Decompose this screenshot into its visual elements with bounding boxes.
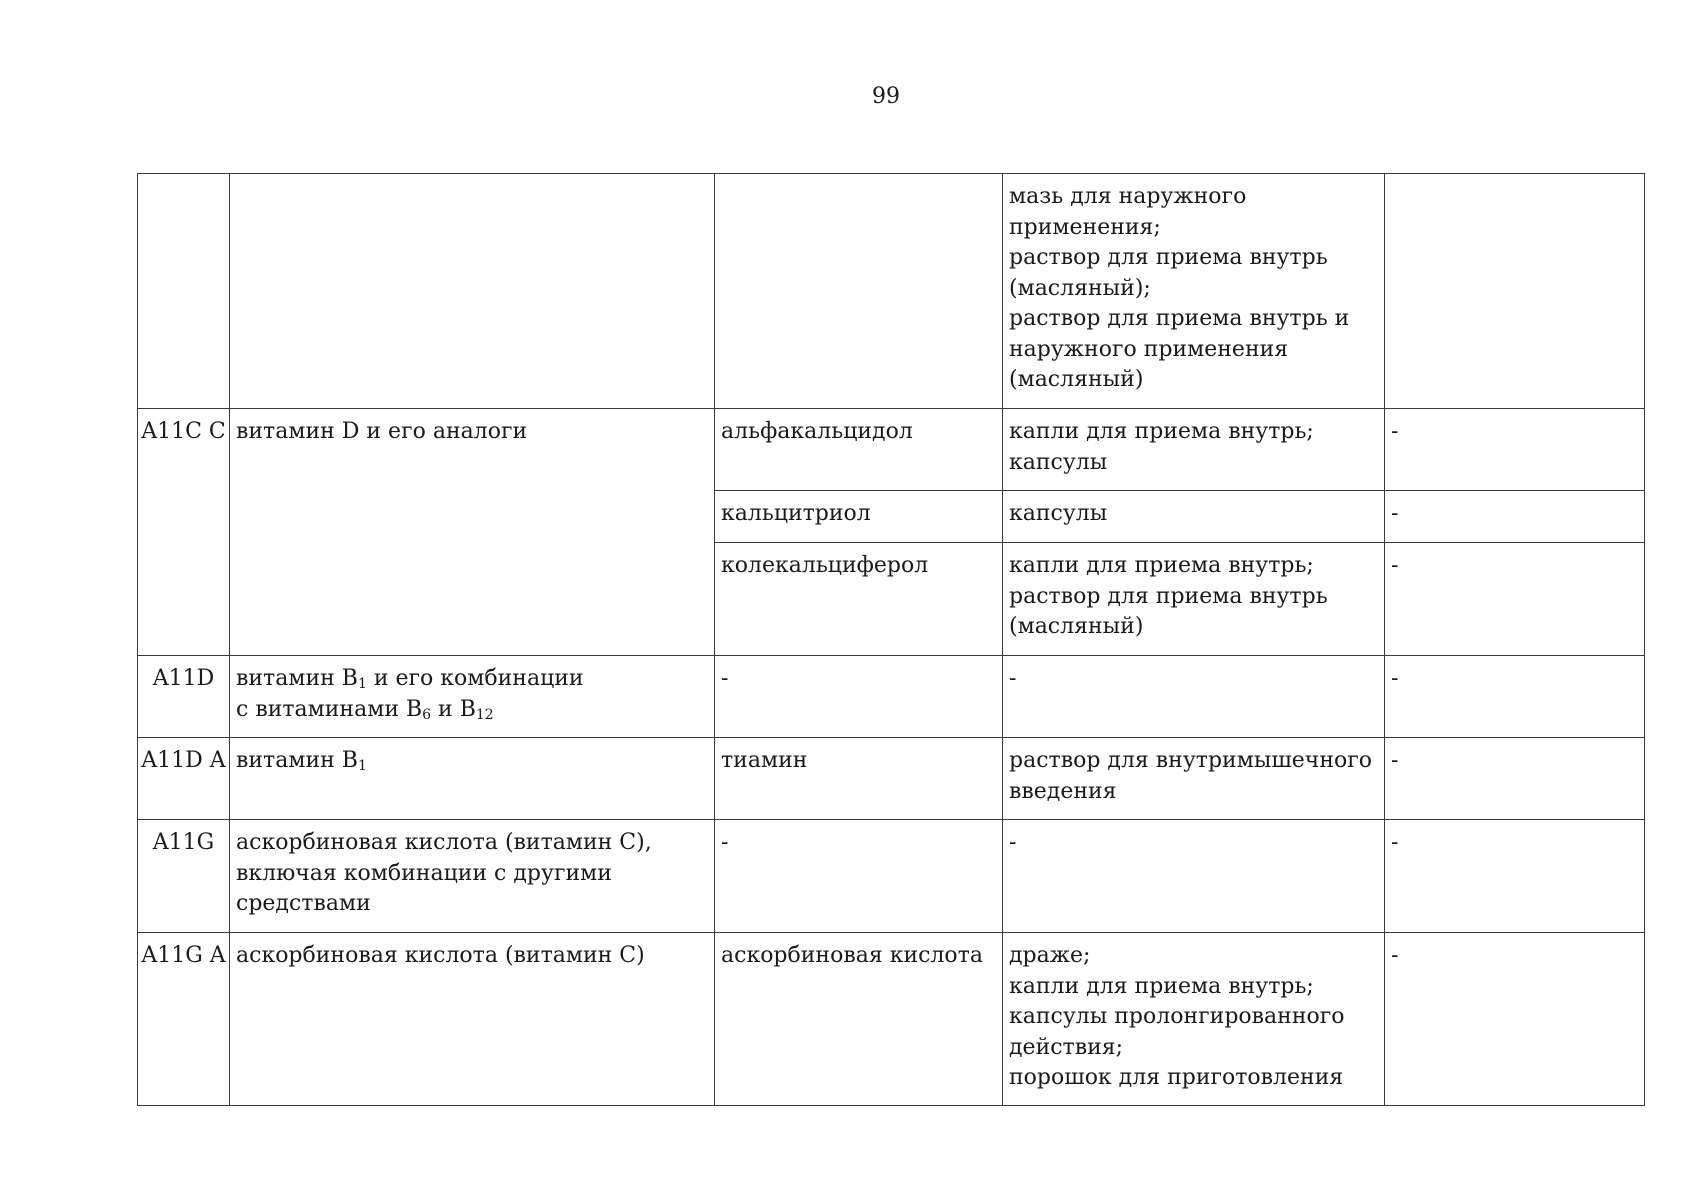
subscript: 1: [357, 758, 367, 774]
dosage-form-line: действия;: [1009, 1034, 1124, 1060]
table-row: [138, 174, 1645, 409]
atc-code-cell: A11D: [138, 656, 230, 738]
drug-name-cell: [715, 174, 1003, 409]
dosage-form-line: капсулы: [1009, 449, 1108, 475]
group-cell: аскорбиновая кислота (витамин C): [230, 933, 715, 1106]
note-cell: -: [1385, 656, 1645, 738]
note-cell: -: [1385, 933, 1645, 1106]
group-line: [236, 746, 708, 777]
table-row: [138, 738, 1645, 820]
group-cell: витамин D и его аналоги: [230, 409, 715, 656]
drug-name-cell: кальцитриол: [715, 491, 1003, 543]
drug-name-cell: колекальциферол: [715, 543, 1003, 656]
dosage-form-line: применения;: [1009, 214, 1161, 240]
dosage-form-cell: [1003, 738, 1385, 820]
dosage-form-cell: [1003, 933, 1385, 1106]
group-line: средствами: [236, 891, 371, 916]
dosage-form-line: (масляный): [1009, 614, 1144, 639]
dosage-form-line: капли для приема внутрь;: [1009, 553, 1314, 578]
note-cell: -: [1385, 543, 1645, 656]
dosage-form-line: раствор для приема внутрь: [1009, 583, 1328, 609]
drug-name-cell: -: [715, 820, 1003, 933]
group-line: включая комбинации с другими: [236, 860, 612, 886]
group-line: аскорбиновая кислота (витамин C),: [236, 830, 652, 855]
dosage-form-line: капли для приема внутрь;: [1009, 419, 1314, 444]
dosage-form-line: мазь для наружного: [1009, 184, 1247, 209]
group-cell: [230, 174, 715, 409]
group-cell: [230, 738, 715, 820]
subscript: 12: [475, 706, 494, 723]
note-cell: -: [1385, 820, 1645, 933]
dosage-form-line: драже;: [1009, 943, 1091, 968]
subscript: 6: [422, 706, 432, 723]
group-line: [236, 664, 708, 695]
group-line: [236, 695, 708, 726]
note-cell: -: [1385, 491, 1645, 543]
group-cell: [230, 656, 715, 738]
dosage-form-line: раствор для приема внутрь и: [1009, 306, 1350, 331]
group-text: и его комбинации: [366, 666, 584, 691]
note-cell: -: [1385, 409, 1645, 491]
dosage-form-cell: [1003, 409, 1385, 491]
dosage-form-line: наружного применения: [1009, 336, 1289, 362]
drug-name-cell: альфакальцидол: [715, 409, 1003, 491]
group-text: с витаминами B: [236, 696, 423, 722]
subscript: 1: [357, 676, 367, 692]
dosage-form-line: капсулы: [1009, 501, 1108, 526]
dosage-form-cell: [1003, 491, 1385, 543]
drug-table: [137, 173, 1645, 1106]
dosage-form-line: раствор для приема внутрь: [1009, 245, 1328, 270]
dosage-form-cell: [1003, 656, 1385, 738]
group-text: и B: [431, 696, 476, 722]
drug-name-cell: аскорбиновая кислота: [715, 933, 1003, 1106]
dosage-form-cell: [1003, 820, 1385, 933]
dosage-form-line: -: [1009, 830, 1017, 855]
atc-code-cell: A11D A: [138, 738, 230, 820]
note-cell: -: [1385, 738, 1645, 820]
drug-name-cell: тиамин: [715, 738, 1003, 820]
note-cell: [1385, 174, 1645, 409]
table-row: [138, 820, 1645, 933]
group-text: витамин B: [236, 748, 358, 773]
dosage-form-line: капсулы пролонгированного: [1009, 1004, 1345, 1029]
dosage-form-cell: [1003, 543, 1385, 656]
atc-code-cell: A11C C: [138, 409, 230, 656]
table-row: [138, 656, 1645, 738]
drug-name-cell: -: [715, 656, 1003, 738]
atc-code-cell: [138, 174, 230, 409]
dosage-form-line: порошок для приготовления: [1009, 1065, 1344, 1090]
dosage-form-cell: [1003, 174, 1385, 409]
dosage-form-line: (масляный): [1009, 367, 1144, 392]
atc-code-cell: A11G: [138, 820, 230, 933]
dosage-form-line: введения: [1009, 778, 1117, 804]
dosage-form-line: (масляный);: [1009, 275, 1151, 301]
dosage-form-line: -: [1009, 666, 1017, 691]
table-row: [138, 409, 1645, 491]
group-text: витамин B: [236, 666, 358, 691]
dosage-form-line: раствор для внутримышечного: [1009, 748, 1373, 773]
dosage-form-line: капли для приема внутрь;: [1009, 973, 1314, 999]
group-cell: [230, 820, 715, 933]
table-row: [138, 933, 1645, 1106]
atc-code-cell: A11G A: [138, 933, 230, 1106]
page-number: 99: [872, 84, 900, 109]
